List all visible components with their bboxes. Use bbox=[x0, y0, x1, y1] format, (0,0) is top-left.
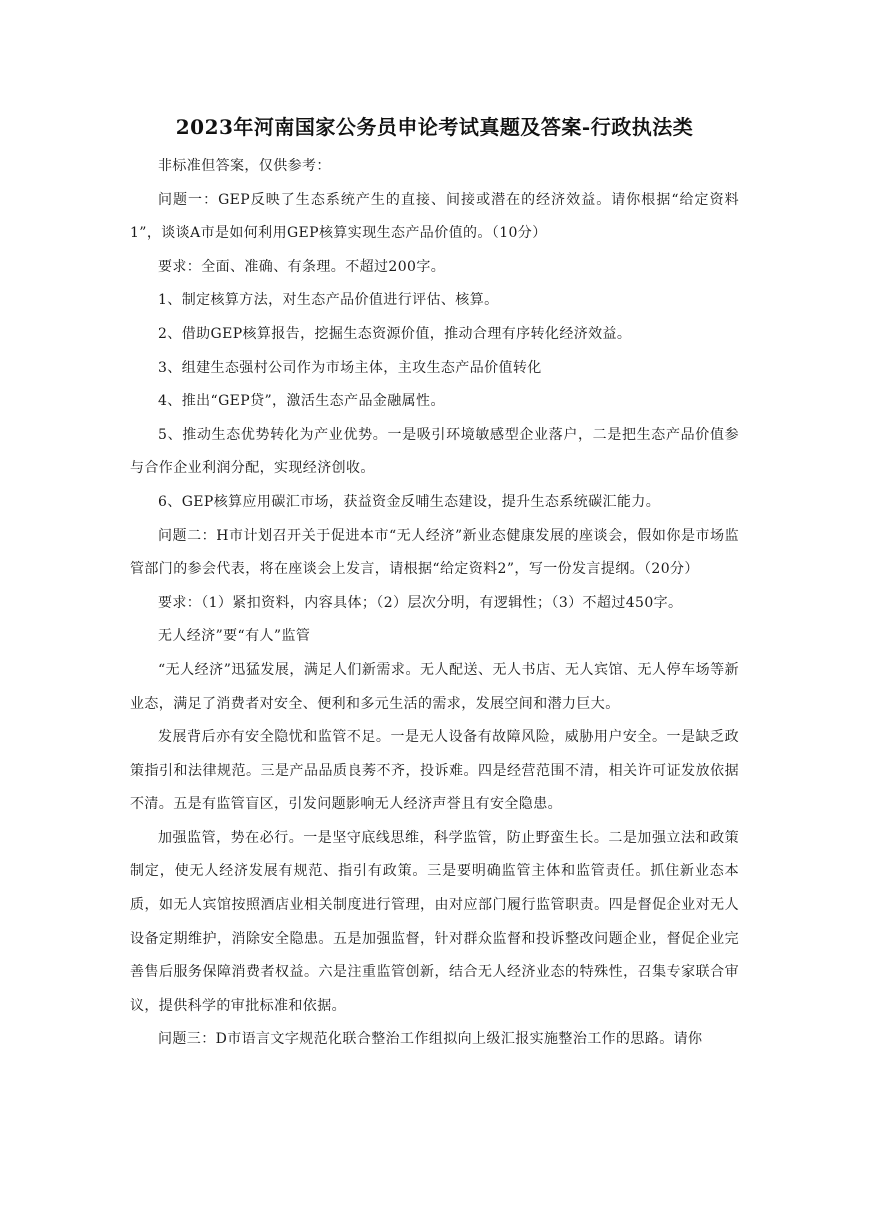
paragraph-question-1: 问题一：GEP反映了生态系统产生的直接、间接或潜在的经济效益。请你根据“给定资料1”，谈谈A市是如何利用GEP核算实现生态产品价值的。（10分） bbox=[130, 191, 739, 242]
document-title: 2023年河南国家公务员申论考试真题及答案-行政执法类 bbox=[175, 115, 694, 139]
paragraph-answer-1-item-5: 5、推动生态优势转化为产业优势。一是吸引环境敏感型企业落户，二是把生态产品价值参与合作企业利润分配，实现经济创收。 bbox=[130, 426, 739, 477]
paragraph-answer-1-item-3: 3、组建生态强村公司作为市场主体，主攻生态产品价值转化 bbox=[158, 359, 542, 376]
paragraph-answer-1-item-6: 6、GEP核算应用碳汇市场，获益资金反哺生态建设，提升生态系统碳汇能力。 bbox=[158, 493, 661, 510]
paragraph-note: 非标准但答案，仅供参考： bbox=[158, 158, 331, 174]
paragraph-requirement-2: 要求：（1）紧扣资料，内容具体；（2）层次分明，有逻辑性；（3）不超过450字。 bbox=[158, 594, 683, 611]
document-body bbox=[130, 150, 739, 1057]
paragraph-question-3: 问题三：D市语言文字规范化联合整治工作组拟向上级汇报实施整治工作的思路。请你 bbox=[158, 1031, 703, 1048]
paragraph-answer-1-item-2: 2、借助GEP核算报告，挖掘生态资源价值，推动合理有序转化经济效益。 bbox=[158, 325, 632, 342]
paragraph-question-2: 问题二：H市计划召开关于促进本市“无人经济”新业态健康发展的座谈会，假如你是市场监管部门的参会代表，将在座谈会上发言，请根据“给定资料2”，写一份发言提纲。（20分） bbox=[130, 527, 739, 578]
paragraph-requirement-1: 要求：全面、准确、有条理。不超过200字。 bbox=[158, 258, 446, 275]
paragraph-answer-2-part-3: 加强监管，势在必行。一是坚守底线思维，科学监管，防止野蛮生长。二是加强立法和政策制定，使无人经济发展有规范、指引有政策。三是要明确监管主体和监管责任。抓住新业态本质，如无人宾馆按照酒店业相关制度进行管理，由对应部门履行监管职责。四是督促企业对无人设备定期维护，消除安全隐患。五是加强监督，针对群众监督和投诉整改问题企业，督促企业完善售后服务保障消费者权益。六是注重监管创新，结合无人经济业态的特殊性，召集专家联合审议，提供科学的审批标准和依据。 bbox=[130, 829, 739, 1014]
paragraph-answer-2-part-2: 发展背后亦有安全隐忧和监管不足。一是无人设备有故障风险，威胁用户安全。一是缺乏政策指引和法律规范。三是产品品质良莠不齐，投诉难。四是经营范围不清，相关许可证发放依据不清。五是有监管盲区，引发问题影响无人经济声誉且有安全隐患。 bbox=[130, 729, 739, 813]
paragraph-answer-1-item-4: 4、推出“GEP贷”，激活生态产品金融属性。 bbox=[158, 393, 445, 410]
paragraph-answer-2-heading: 无人经济”要“有人”监管 bbox=[158, 628, 311, 645]
paragraph-answer-1-item-1: 1、制定核算方法，对生态产品价值进行评估、核算。 bbox=[158, 292, 499, 309]
paragraph-answer-2-part-1: “无人经济”迅猛发展，满足人们新需求。无人配送、无人书店、无人宾馆、无人停车场等新业态，满足了消费者对安全、便利和多元生活的需求，发展空间和潜力巨大。 bbox=[130, 661, 739, 712]
